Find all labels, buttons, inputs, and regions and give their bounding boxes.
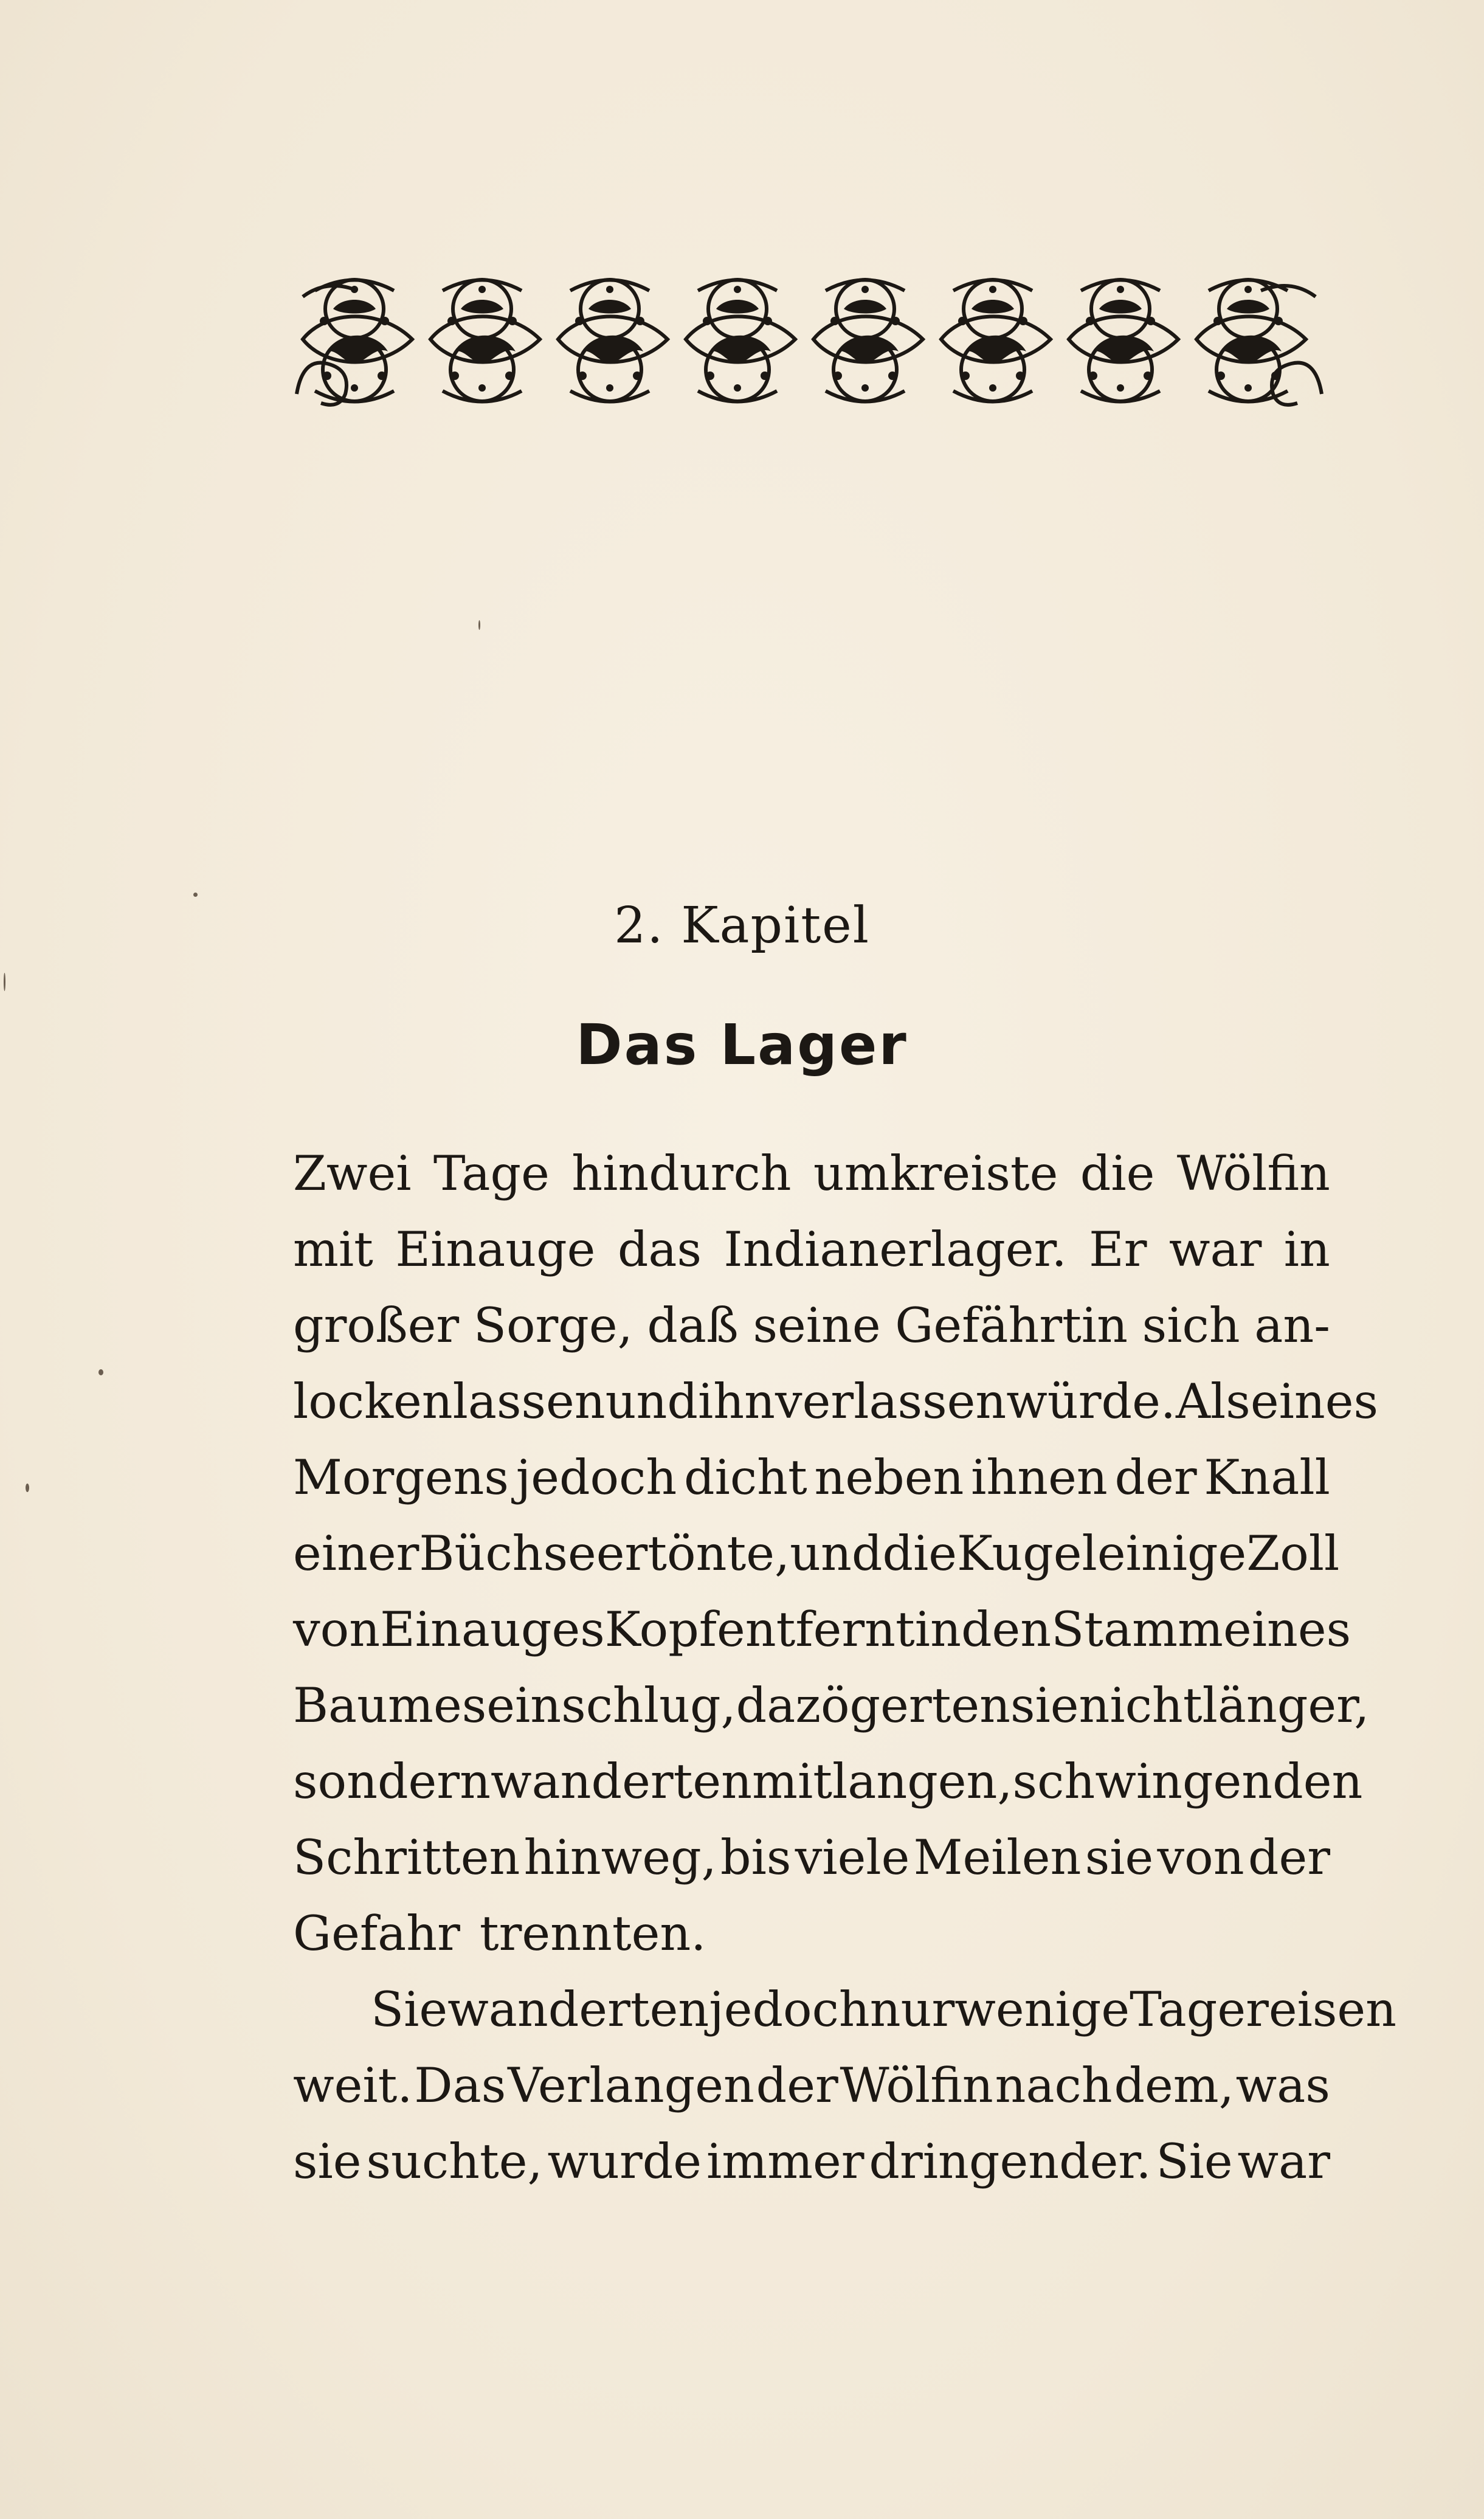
word: und xyxy=(790,1526,883,1581)
word: an- xyxy=(1254,1298,1330,1353)
text-line xyxy=(293,1592,1351,1668)
word: war xyxy=(1237,2134,1330,2189)
word: viele xyxy=(795,1830,910,1885)
word: umkreiste xyxy=(813,1145,1058,1201)
text-line xyxy=(293,1668,1370,1744)
word: die xyxy=(882,1526,958,1581)
word: der xyxy=(1248,1830,1330,1885)
word: war xyxy=(1168,1221,1262,1277)
word: in xyxy=(914,1602,961,1657)
word: Zoll xyxy=(1246,1526,1340,1581)
word: einer xyxy=(293,1526,419,1581)
text-line xyxy=(293,1440,1330,1516)
text-line xyxy=(293,1212,1330,1288)
word: die xyxy=(1080,1145,1155,1201)
text-line xyxy=(293,2048,1330,2124)
word: da xyxy=(736,1678,796,1733)
word: von xyxy=(1157,1830,1244,1885)
text-line xyxy=(293,1972,1397,2048)
word: würde. xyxy=(1006,1374,1176,1429)
word: Gefahr xyxy=(293,1906,460,1961)
word: Verlangen xyxy=(508,2058,754,2113)
word: ertönte, xyxy=(596,1526,790,1581)
word: Büchse xyxy=(419,1526,596,1581)
word: wanderten xyxy=(490,1754,753,1809)
word: mit xyxy=(293,1221,373,1277)
word: in xyxy=(1283,1221,1330,1277)
word: Tagereisen xyxy=(1130,1982,1397,2037)
word: sie xyxy=(293,2134,362,2189)
word: Schritten xyxy=(293,1830,520,1885)
word: daß xyxy=(647,1298,739,1353)
word: großer xyxy=(293,1298,460,1353)
word: wurde xyxy=(547,2134,702,2189)
word: ihnen xyxy=(971,1450,1108,1505)
chapter-body-text xyxy=(293,1136,1397,2200)
word: sich xyxy=(1142,1298,1240,1353)
word: Einauge xyxy=(395,1221,596,1277)
word: sie xyxy=(1010,1678,1079,1733)
word: sie xyxy=(1085,1830,1154,1885)
paper-speck xyxy=(26,1484,29,1492)
text-line xyxy=(293,1744,1363,1820)
word: jedoch xyxy=(516,1450,677,1505)
word: ihn xyxy=(698,1374,776,1429)
word: locken xyxy=(293,1374,453,1429)
word: sondern xyxy=(293,1754,491,1809)
word: trennten. xyxy=(479,1906,706,1961)
word: lassen xyxy=(452,1374,606,1429)
word: weit. xyxy=(293,2058,413,2113)
word: länger, xyxy=(1202,1678,1370,1733)
chapter-number: 2. Kapitel xyxy=(614,897,870,955)
word: Baumes xyxy=(293,1678,487,1733)
word: nach xyxy=(995,2058,1113,2113)
word: was xyxy=(1235,2058,1330,2113)
word: der xyxy=(1114,1450,1197,1505)
word: seine xyxy=(753,1298,881,1353)
text-line xyxy=(293,1364,1379,1440)
word: verlassen xyxy=(775,1374,1007,1429)
word: einige xyxy=(1097,1526,1247,1581)
word: Er xyxy=(1089,1221,1147,1277)
word: nur xyxy=(869,1982,955,2037)
word: dem, xyxy=(1114,2058,1234,2113)
word: jedoch xyxy=(709,1982,870,2037)
word: suchte, xyxy=(366,2134,543,2189)
word: eines xyxy=(1223,1602,1351,1657)
word: wenige xyxy=(954,1982,1130,2037)
word: wanderten xyxy=(447,1982,709,2037)
word: schwingenden xyxy=(1012,1754,1363,1809)
word: entfernt xyxy=(717,1602,915,1657)
decorative-header-ornament xyxy=(291,272,1328,409)
word: das xyxy=(617,1221,702,1277)
word: Das xyxy=(414,2058,506,2113)
paper-speck xyxy=(4,973,5,991)
word: bis xyxy=(720,1830,792,1885)
word: langen, xyxy=(832,1754,1013,1809)
text-line xyxy=(293,1820,1330,1896)
word: Meilen xyxy=(913,1830,1082,1885)
chapter-title: Das Lager xyxy=(576,1012,908,1077)
word: Tage xyxy=(433,1145,550,1201)
text-line xyxy=(293,1516,1340,1592)
word: dicht xyxy=(684,1450,807,1505)
word: der xyxy=(756,2058,838,2113)
word: Wölfin xyxy=(840,2058,993,2113)
word: hindurch xyxy=(571,1145,792,1201)
paper-speck xyxy=(98,1369,103,1375)
word: immer xyxy=(706,2134,865,2189)
word: neben xyxy=(814,1450,964,1505)
text-line xyxy=(293,1288,1330,1364)
word: Sorge, xyxy=(473,1298,633,1353)
paper-speck xyxy=(193,893,198,897)
text-line xyxy=(293,2124,1330,2200)
word: Sie xyxy=(371,1982,448,2037)
word: hinweg, xyxy=(523,1830,717,1885)
word: Morgens xyxy=(293,1450,509,1505)
word: zögerten xyxy=(795,1678,1010,1733)
word: den xyxy=(961,1602,1052,1657)
word: Gefährtin xyxy=(895,1298,1128,1353)
word: eines xyxy=(1250,1374,1379,1429)
word: Kugel xyxy=(957,1526,1097,1581)
word: Zwei xyxy=(293,1145,412,1201)
word: Sie xyxy=(1156,2134,1233,2189)
word: Kopf xyxy=(604,1602,717,1657)
word: nicht xyxy=(1078,1678,1203,1733)
word: und xyxy=(605,1374,699,1429)
word: Knall xyxy=(1204,1450,1330,1505)
word: Stamm xyxy=(1051,1602,1223,1657)
word: Einauges xyxy=(380,1602,605,1657)
paper-speck xyxy=(478,620,480,630)
word: mit xyxy=(752,1754,832,1809)
word: Indianerlager. xyxy=(723,1221,1067,1277)
text-line xyxy=(293,1136,1330,1212)
word: Wölfin xyxy=(1176,1145,1330,1201)
word: dringender. xyxy=(869,2134,1151,2189)
text-line xyxy=(293,1896,1330,1972)
word: einschlug, xyxy=(486,1678,736,1733)
word: von xyxy=(293,1602,381,1657)
word: Als xyxy=(1175,1374,1251,1429)
